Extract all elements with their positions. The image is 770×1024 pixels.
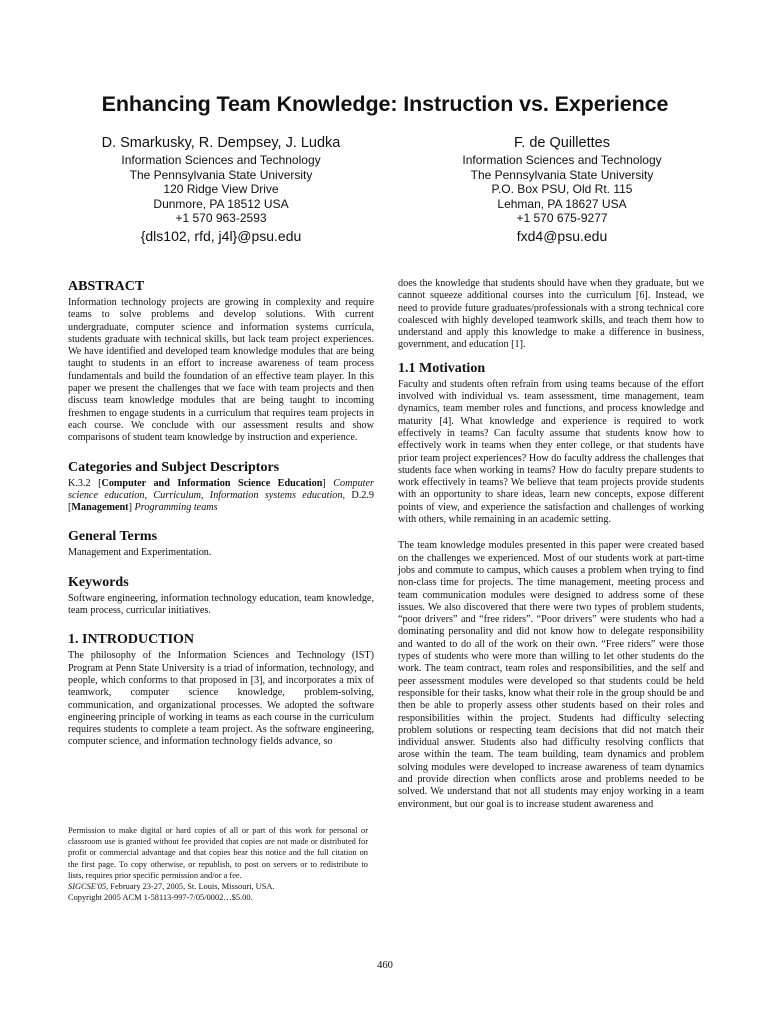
left-column — [68, 278, 374, 749]
author-phone: +1 570 675-9277 — [516, 211, 608, 226]
keywords-heading: Keywords — [68, 574, 129, 590]
author-block-right — [420, 135, 704, 244]
abstract-text: Information technology projects are growing in complexity and require teams to solve problems and develop solutions. With current undergraduate, computer science and information systems curricula, students graduate with technical skills, but lack team project experiences. We have identified and developed team knowledge modules that are being taught to students in an effort to increase awareness of team process fundamentals and build the foundation of an effective team player. In this paper we present the challenges that we face with team projects and then discuss team knowledge modules that are being taught to incoming freshmen to engage students in a curriculum that requires team projects in each course. We conclude with our assessment results and show comparisons of student team knowledge by instruction and experience. — [68, 297, 374, 444]
author-street: 120 Ridge View Drive — [163, 182, 279, 197]
author-names: D. Smarkusky, R. Dempsey, J. Ludka — [101, 135, 341, 151]
keywords-text: Software engineering, information technology education, team knowledge, team process, curricular initiatives. — [68, 592, 374, 617]
author-email: {dls102, rfd, j4l}@psu.edu — [140, 227, 302, 244]
right-column — [398, 278, 704, 811]
author-phone: +1 570 963-2593 — [175, 211, 267, 226]
author-city: Dunmore, PA 18512 USA — [153, 196, 289, 211]
motivation-paragraph-2: The team knowledge modules presented in this paper were created based on the challenges we experienced. Most of our students work at part-time jobs and commute to campus, which causes a problem when trying to find non-class time for projects. The time management, meeting process and team communication modules were designed to address some of these issues. We also discovered that there were two types of problem students, “poor drivers” and “free riders”. “Poor drivers” were students who had a dominating personality and did not know how to delegate responsibility and wanted to do all of the work on their own. “Free riders” were those types of students who were more than willing to let other students do the work. The team contract, team roles and responsibilities, and the self and peer assessment modules were developed so that students could be held responsible for their tasks, know what their role in the group should be and then be able to properly assess other students based on their roles and responsibilities within the project. Students had difficulty selecting problem solutions or respecting team decisions that did not match their individual answer. Students also had difficulty resolving conflicts that arose within the team. The team building, team dynamics and problem solving modules were developed to increase awareness of team dynamics and provide direction when conflicts arose and problems needed to be solved. We understand that not all students may enjoy working in a team environment, but our goal is to increase student awareness and — [398, 540, 704, 810]
motivation-paragraph-1: Faculty and students often refrain from using teams because of the effort involved with individual vs. team assessment, time management, team dynamics, team member roles and functions, and process knowledge and maturity [4]. What knowledge and experience is required to work effectively in teams? Can faculty assume that students know how to effectively work in teams when they enter college, or that students have prior team project experiences? How do faculty address the challenges that students face when working in teams? How do faculty prepare students to work effectively in teams? We believe that team projects provide students with an opportunity to share ideas, learn new concepts, expose different points of view, and experience the satisfaction and challenges of working with others, while remaining in an academic setting. — [398, 378, 704, 526]
author-street: P.O. Box PSU, Old Rt. 115 — [491, 182, 633, 197]
author-email: fxd4@psu.edu — [516, 227, 608, 244]
author-block-left — [80, 135, 362, 244]
categories-heading: Categories and Subject Descriptors — [68, 459, 280, 475]
author-university: The Pennsylvania State University — [470, 167, 654, 182]
general-terms-heading: General Terms — [68, 529, 158, 545]
author-city: Lehman, PA 18627 USA — [497, 196, 627, 211]
categories-text: K.3.2 [Computer and Information Science Education] Computer science education, Curriculum, Information systems education, D.2.9 [Management] Programming teams — [68, 477, 374, 514]
copyright-line: Copyright 2005 ACM 1-58113-997-7/05/0002…$5.00. — [68, 893, 253, 903]
paper-title: Enhancing Team Knowledge: Instruction vs. Experience — [101, 92, 669, 116]
abstract-heading: ABSTRACT — [68, 279, 145, 294]
introduction-text: The philosophy of the Information Sciences and Technology (IST) Program at Penn State University is a triad of information, technology, and people, which conforms to that proposed in [3], and incorporates a mix of teamwork, computer science knowledge, problem-solving, communication, and organizational processes. We adopted the software engineering principle of working in teams as each course in the curriculum requires students to complete a team project. As the software engineering, computer science, and information technology fields advance, so — [68, 650, 374, 748]
motivation-heading: 1.1 Motivation — [398, 360, 486, 376]
author-university: The Pennsylvania State University — [129, 167, 313, 182]
general-terms-text: Management and Experimentation. — [68, 547, 212, 559]
permission-text: Permission to make digital or hard copies of all or part of this work for personal or classroom use is granted without fee provided that copies are not made or distributed for profit or commercial advantage and that copies bear this notice and the full citation on the first page. To copy otherwise, or republish, to post on servers or to redistribute to lists, requires prior specific permission and/or a fee. — [68, 826, 368, 880]
author-names: F. de Quillettes — [514, 135, 610, 151]
conference-line: SIGCSE'05, February 23-27, 2005, St. Louis, Missouri, USA. — [68, 882, 275, 892]
author-dept: Information Sciences and Technology — [121, 153, 321, 167]
page-number: 460 — [377, 960, 393, 971]
introduction-continued-text: does the knowledge that students should have when they graduate, but we cannot squeeze additional courses into the curriculum [6]. Instead, we need to provide future graduates/professionals with a strong technical core coalesced with highly developed teamwork skills, and teach them how to understand and apply this knowledge to make a difference in business, government, and education [1]. — [398, 278, 704, 351]
author-dept: Information Sciences and Technology — [462, 153, 662, 167]
permission-notice — [68, 825, 368, 903]
introduction-heading: 1. INTRODUCTION — [68, 632, 195, 648]
